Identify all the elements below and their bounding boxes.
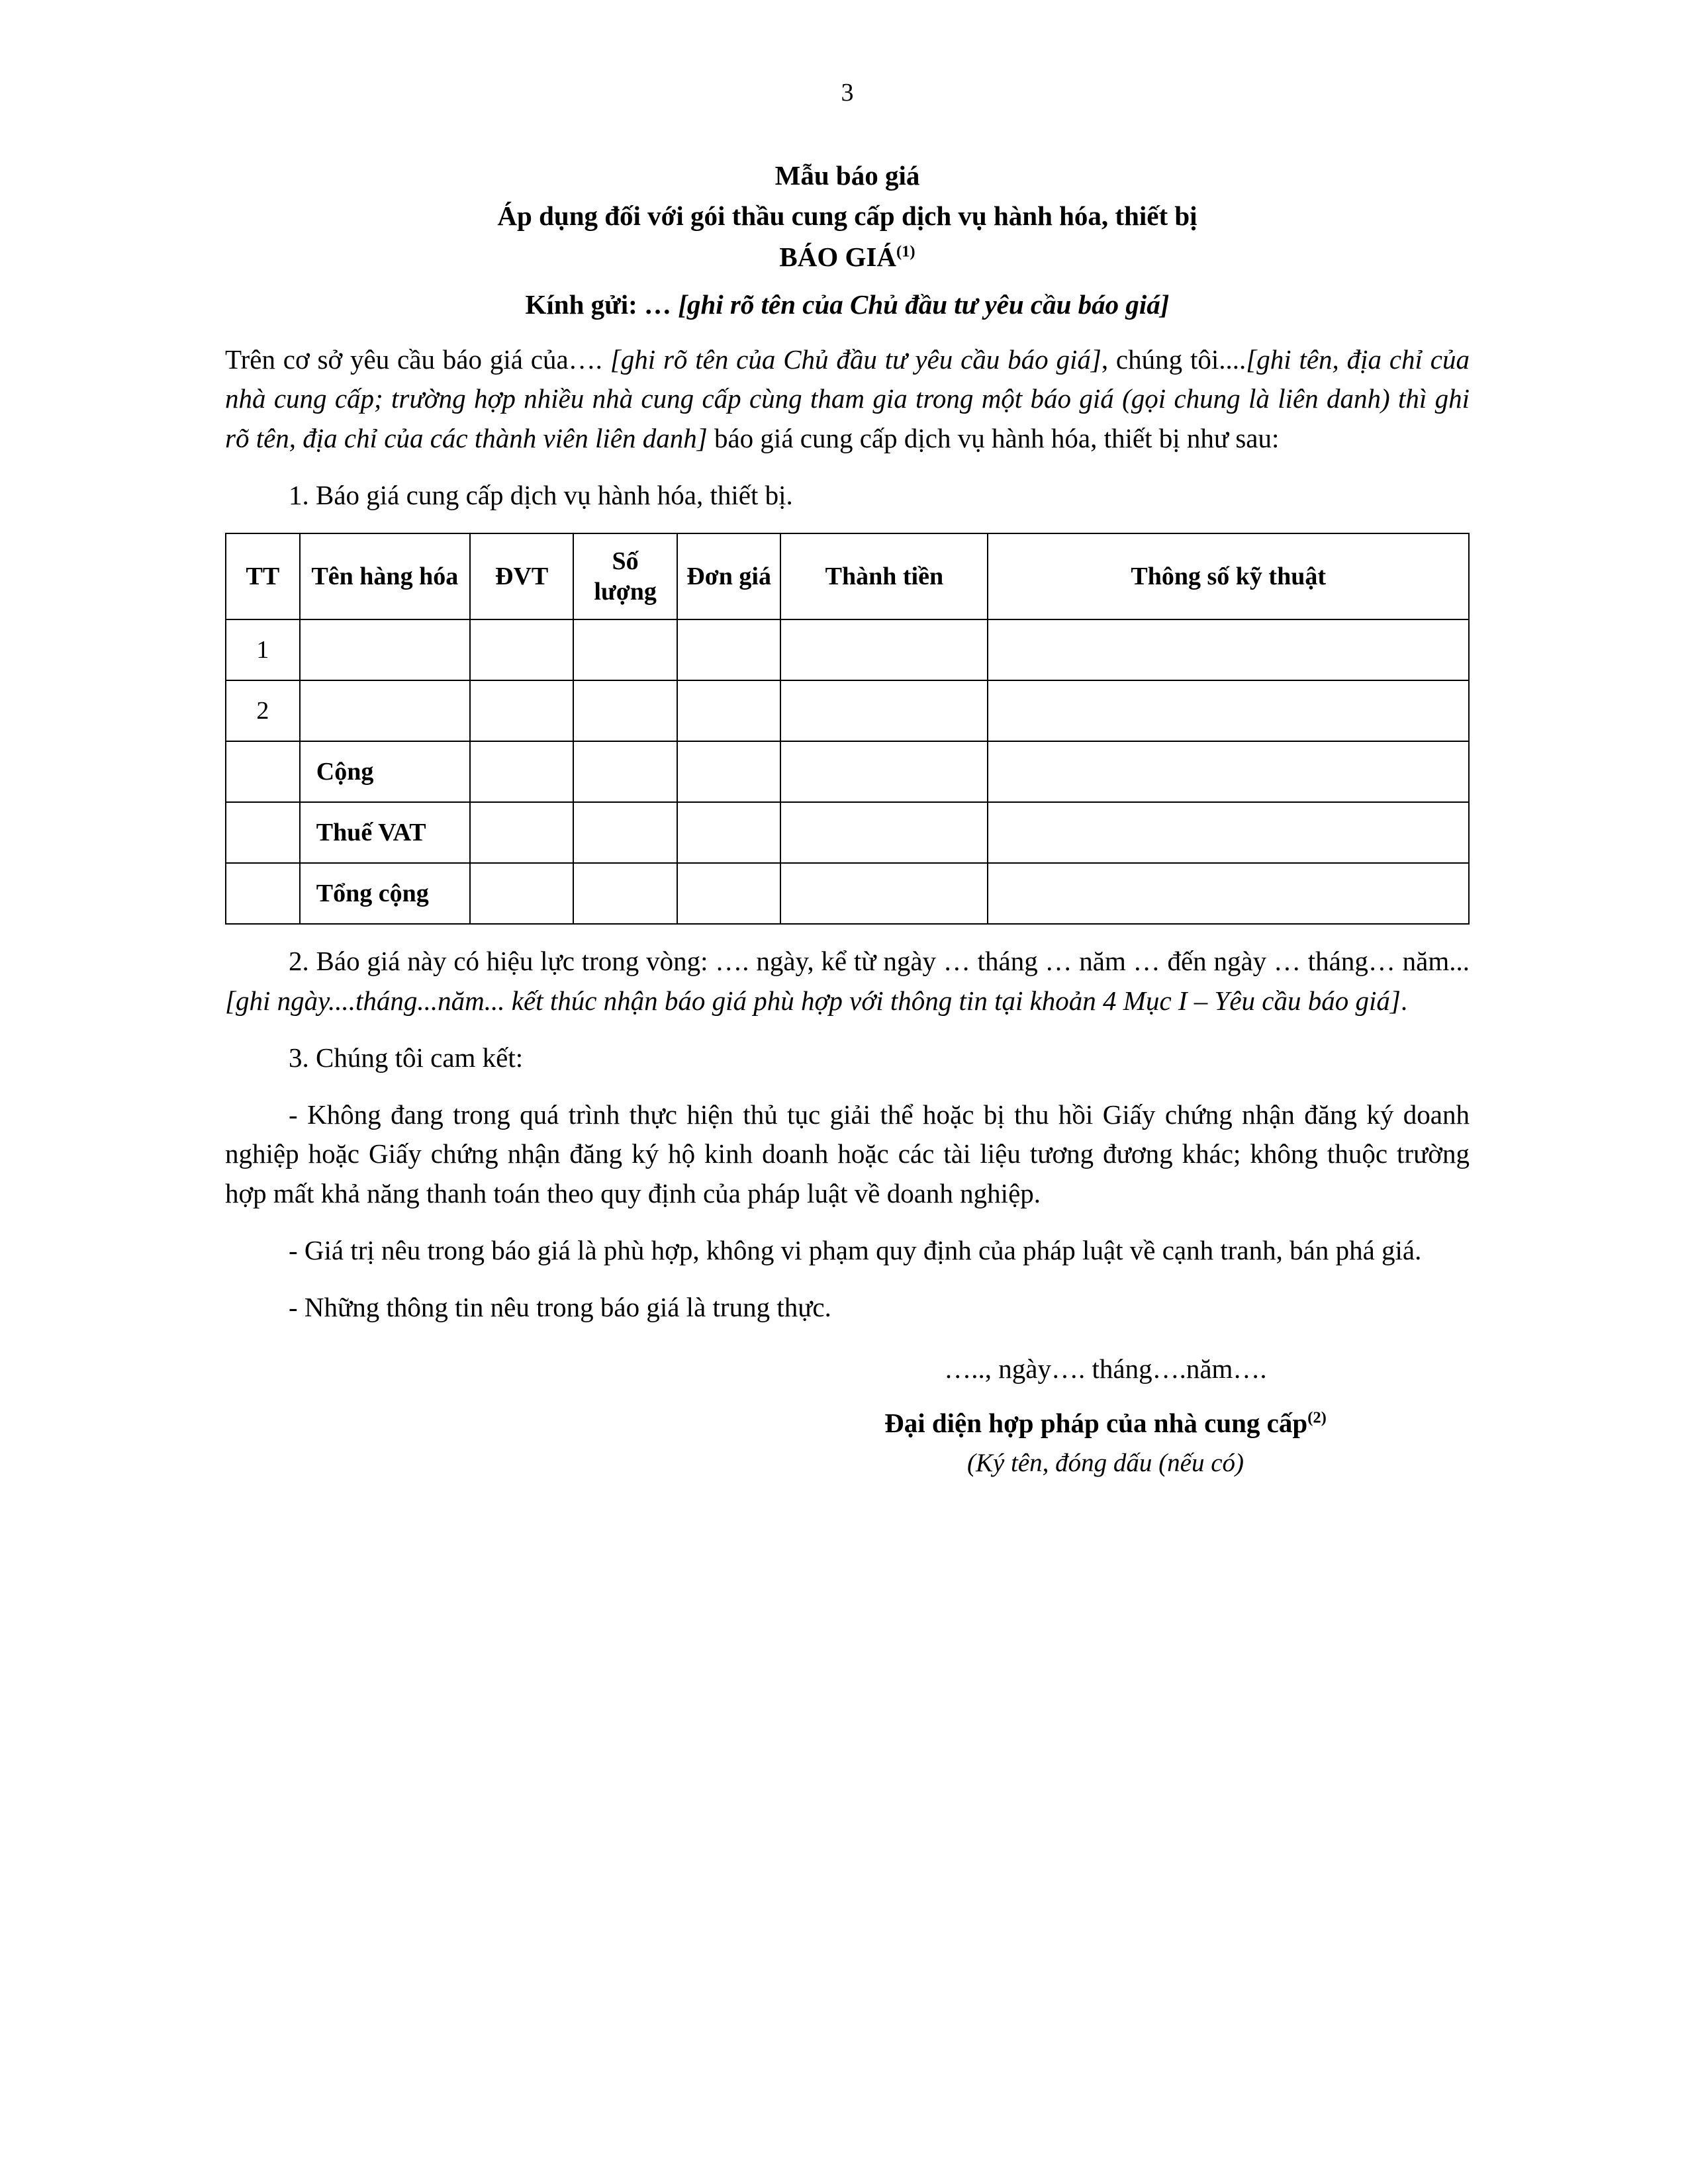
cell-qty[interactable] — [573, 619, 677, 680]
cell-label-cong: Cộng — [300, 741, 470, 802]
cell-total[interactable] — [780, 802, 988, 863]
col-header-dvt: ĐVT — [470, 533, 574, 619]
cell-spec[interactable] — [988, 863, 1469, 924]
cell-spec[interactable] — [988, 741, 1469, 802]
heading-bao-gia-text: BÁO GIÁ — [779, 241, 896, 272]
section-2-paragraph — [225, 942, 1470, 1021]
intro-part3: , chúng tôi.... — [1101, 343, 1246, 375]
cell-total[interactable] — [780, 863, 988, 924]
cell-qty[interactable] — [573, 802, 677, 863]
cell-label-thue-vat: Thuế VAT — [300, 802, 470, 863]
col-header-thong-so-ky-thuat: Thông số kỹ thuật — [988, 533, 1469, 619]
cell-tt[interactable] — [226, 802, 300, 863]
section-2-part3: . — [1400, 985, 1408, 1016]
cell-total[interactable] — [780, 680, 988, 741]
title-block — [225, 155, 1470, 327]
section-2-part1: 2. Báo giá này có hiệu lực trong vòng: …. ngày, kể từ ngày … tháng … năm … đến ngày … tháng… năm... — [289, 945, 1470, 976]
cell-name[interactable] — [300, 680, 470, 741]
intro-part5: báo giá cung cấp dịch vụ hành hóa, thiết bị như sau: — [707, 423, 1280, 454]
recipient-line — [225, 283, 1470, 326]
cell-qty[interactable] — [573, 680, 677, 741]
footnote-marker-1: (1) — [896, 242, 915, 260]
cell-spec[interactable] — [988, 680, 1469, 741]
cell-label-tong-cong: Tổng cộng — [300, 863, 470, 924]
table-row-tong-cong — [226, 863, 1469, 924]
intro-part1: Trên cơ sở yêu cầu báo giá của…. — [225, 343, 602, 375]
cell-tt[interactable]: 1 — [226, 619, 300, 680]
col-header-thanh-tien: Thành tiền — [780, 533, 988, 619]
quotation-table — [225, 533, 1470, 925]
table-row-vat — [226, 802, 1469, 863]
cell-dvt[interactable] — [470, 741, 574, 802]
intro-part4-placeholder: [ghi tên, địa chỉ của nhà cung cấp; trường hợp nhiều nhà cung cấp cùng tham gia trong một báo giá (gọi chung là liên danh) thì ghi rõ tên, địa chỉ của các thành viên liên danh] — [225, 343, 1470, 454]
signature-title-text: Đại diện hợp pháp của nhà cung cấp — [884, 1408, 1308, 1439]
signature-title — [225, 1405, 1470, 1441]
cell-price[interactable] — [677, 863, 781, 924]
cell-total[interactable] — [780, 741, 988, 802]
cell-price[interactable] — [677, 802, 781, 863]
section-3-heading: 3. Chúng tôi cam kết: — [289, 1042, 524, 1073]
commitment-bullet-3: - Những thông tin nêu trong báo giá là trung thực. — [289, 1291, 831, 1322]
col-header-tt: TT — [226, 533, 300, 619]
page-number: 3 — [841, 79, 854, 107]
table-row-cong — [226, 741, 1469, 802]
col-header-ten-hang-hoa: Tên hàng hóa — [300, 533, 470, 619]
table-row — [226, 680, 1469, 741]
commitment-bullet-1: - Không đang trong quá trình thực hiện thủ tục giải thể hoặc bị thu hồi Giấy chứng nhận đăng ký doanh nghiệp hoặc Giấy chứng nhận đăng ký hộ kinh doanh hoặc các tài liệu tương đương khác; không thuộc trường hợp mất khả năng thanh toán theo quy định của pháp luật về doanh nghiệp. — [225, 1099, 1470, 1209]
signature-date-line: ….., ngày…. tháng….năm…. — [944, 1353, 1267, 1384]
cell-total[interactable] — [780, 619, 988, 680]
section-1-heading: 1. Báo giá cung cấp dịch vụ hành hóa, thiết bị. — [289, 480, 793, 511]
table-header — [226, 533, 1469, 619]
table-row — [226, 619, 1469, 680]
cell-qty[interactable] — [573, 863, 677, 924]
table-body — [226, 619, 1469, 924]
commitment-bullet-2: - Giá trị nêu trong báo giá là phù hợp, không vi phạm quy định của pháp luật về cạnh tranh, bán phá giá. — [289, 1235, 1422, 1266]
cell-price[interactable] — [677, 619, 781, 680]
table-header-row — [226, 533, 1469, 619]
cell-dvt[interactable] — [470, 680, 574, 741]
intro-part2-placeholder: [ghi rõ tên của Chủ đầu tư yêu cầu báo giá] — [610, 343, 1102, 375]
cell-tt[interactable] — [226, 863, 300, 924]
recipient-label: Kính gửi: … — [525, 289, 679, 320]
document-content — [225, 79, 1470, 1480]
heading-ap-dung: Áp dụng đối với gói thầu cung cấp dịch vụ hành hóa, thiết bị — [497, 201, 1197, 232]
cell-price[interactable] — [677, 680, 781, 741]
section-2-placeholder: [ghi ngày....tháng...năm... kết thúc nhận báo giá phù hợp với thông tin tại khoản 4 Mục I – Yêu cầu báo giá] — [225, 985, 1401, 1016]
intro-paragraph — [225, 340, 1470, 459]
heading-bao-gia — [225, 237, 1470, 278]
cell-spec[interactable] — [988, 802, 1469, 863]
cell-qty[interactable] — [573, 741, 677, 802]
cell-dvt[interactable] — [470, 802, 574, 863]
cell-name[interactable] — [300, 619, 470, 680]
recipient-placeholder: [ghi rõ tên của Chủ đầu tư yêu cầu báo giá] — [678, 289, 1170, 320]
cell-spec[interactable] — [988, 619, 1469, 680]
col-header-so-luong: Số lượng — [573, 533, 677, 619]
footnote-marker-2: (2) — [1307, 1408, 1327, 1427]
heading-mau-bao-gia: Mẫu báo giá — [774, 159, 920, 191]
cell-tt[interactable] — [226, 741, 300, 802]
cell-dvt[interactable] — [470, 619, 574, 680]
col-header-don-gia: Đơn giá — [677, 533, 781, 619]
cell-price[interactable] — [677, 741, 781, 802]
signature-subtitle: (Ký tên, đóng dấu (nếu có) — [966, 1448, 1244, 1477]
cell-tt[interactable]: 2 — [226, 680, 300, 741]
cell-dvt[interactable] — [470, 863, 574, 924]
